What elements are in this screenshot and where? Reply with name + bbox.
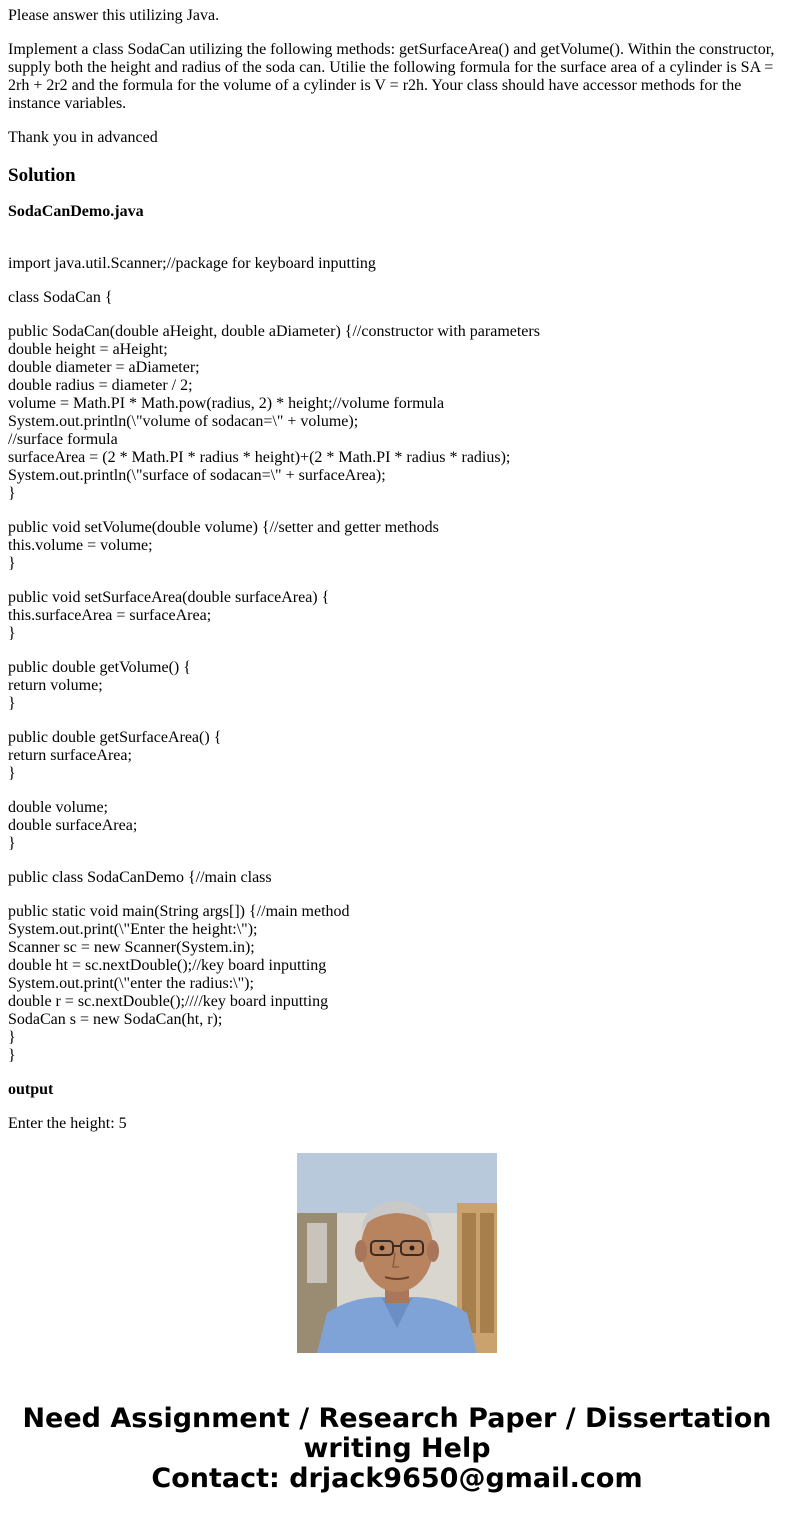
solution-filename: SodaCanDemo.java [8,203,144,220]
code-line: double surfaceArea; [8,817,138,834]
output-cut-line: Enter the height: 5 [8,1115,127,1132]
code-line: public SodaCan(double aHeight, double aDiameter) {//constructor with parameters [8,323,540,340]
code-line: public class SodaCanDemo {//main class [8,869,272,886]
code-paragraph [8,589,786,643]
code-line: double ht = sc.nextDouble();//key board inputting [8,957,327,974]
solution-heading: Solution [8,165,76,186]
code-paragraph [8,289,786,307]
code-line: System.out.println(\"surface of sodacan=\" + surfaceArea); [8,467,386,484]
code-line: System.out.print(\"Enter the height:\"); [8,921,258,938]
code-line: } [8,695,16,712]
code-line: public void setVolume(double volume) {//setter and getter methods [8,519,439,536]
code-line: public double getSurfaceArea() { [8,729,222,746]
code-line: double diameter = aDiameter; [8,359,200,376]
code-line: Scanner sc = new Scanner(System.in); [8,939,255,956]
code-paragraph [8,255,786,273]
code-paragraph [8,729,786,783]
banner-line-2: writing Help [303,1433,491,1464]
code-line: return volume; [8,677,103,694]
code-line: double height = aHeight; [8,341,168,358]
code-paragraph [8,659,786,713]
code-line: } [8,1029,16,1046]
code-paragraph [8,519,786,573]
code-line: public double getVolume() { [8,659,191,676]
question-line-1: Please answer this utilizing Java. [8,7,220,24]
contact-banner [0,1404,794,1494]
code-line: SodaCan s = new SodaCan(ht, r); [8,1011,223,1028]
code-line: import java.util.Scanner;//package for keyboard inputting [8,255,376,272]
code-line: public void setSurfaceArea(double surfaceArea) { [8,589,330,606]
code-line: } [8,1047,16,1064]
author-photo-illustration [297,1153,497,1353]
code-listing [8,255,786,1065]
code-line: volume = Math.PI * Math.pow(radius, 2) * height;//volume formula [8,395,445,412]
code-line: } [8,625,16,642]
code-paragraph [8,903,786,1065]
author-avatar [297,1153,497,1353]
code-line: this.volume = volume; [8,537,153,554]
code-line: } [8,765,16,782]
code-line: return surfaceArea; [8,747,132,764]
question-thanks: Thank you in advanced [8,129,158,146]
code-line: class SodaCan { [8,289,113,306]
code-paragraph [8,799,786,853]
code-line: //surface formula [8,431,118,448]
question-paragraph: Implement a class SodaCan utilizing the following methods: getSurfaceArea() and getVolume(). Within the constructor, supply both the height and radius of the soda can. Utilie the following formula for the surface area of a cylinder is SA = 2rh + 2r2 and the formula for the volume of a cylinder is V = r2h. Your class should have accessor methods for the instance variables. [8,41,775,112]
code-line: surfaceArea = (2 * Math.PI * radius * height)+(2 * Math.PI * radius * radius); [8,449,511,466]
code-line: double volume; [8,799,108,816]
code-line: } [8,485,16,502]
code-line: System.out.println(\"volume of sodacan=\" + volume); [8,413,359,430]
code-line: } [8,555,16,572]
code-line: public static void main(String args[]) {//main method [8,903,350,920]
code-line: System.out.print(\"enter the radius:\"); [8,975,254,992]
code-line: } [8,835,16,852]
code-paragraph [8,323,786,503]
code-line: this.surfaceArea = surfaceArea; [8,607,212,624]
code-line: double r = sc.nextDouble();////key board inputting [8,993,329,1010]
code-paragraph [8,869,786,887]
banner-line-1: Need Assignment / Research Paper / Dissertation [22,1403,772,1434]
document-content [8,0,786,1132]
code-line: double radius = diameter / 2; [8,377,193,394]
banner-contact-line: Contact: drjack9650@gmail.com [151,1463,643,1494]
output-heading: output [8,1081,54,1098]
